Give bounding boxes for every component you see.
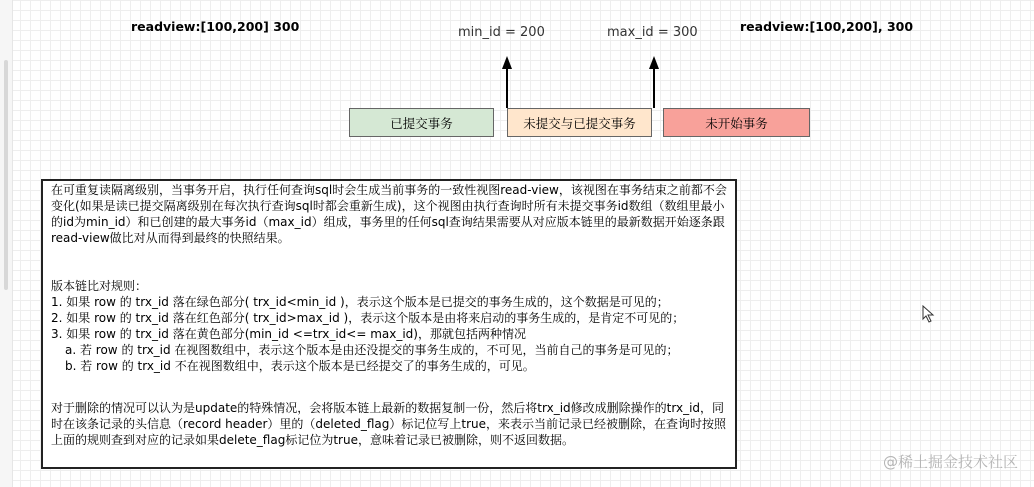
rule-2: 2. 如果 row 的 trx_id 落在红色部分( trx_id>max_id )，表示这个版本是由将来启动的事务生成的，是肯定不可见的； — [51, 311, 685, 325]
readview-label-left: readview:[100,200] 300 — [131, 19, 300, 34]
mixed-segment-label: 未提交与已提交事务 — [523, 115, 636, 131]
mixed-segment — [507, 108, 652, 137]
max-id-label: max_id = 300 — [607, 25, 698, 40]
rule-3b: b. 若 row 的 trx_id 不在视图数组中，表示这个版本是已经提交了的事务生成的，可见。 — [65, 359, 535, 373]
min-id-arrow-head — [502, 56, 512, 69]
mouse-cursor-icon — [922, 305, 936, 323]
rule-3: 3. 如果 row 的 trx_id 落在黄色部分(min_id <=trx_id<= max_id)，那就包括两种情况 — [51, 327, 526, 341]
watermark: @稀土掘金技术社区 — [882, 453, 1018, 471]
readview-label-right: readview:[100,200], 300 — [740, 19, 914, 34]
not-started-segment-label: 未开始事务 — [705, 115, 768, 131]
rules-title: 版本链比对规则： — [51, 279, 148, 293]
committed-segment-label: 已提交事务 — [390, 115, 453, 131]
description-box — [41, 179, 737, 469]
max-id-arrow-head — [649, 56, 659, 69]
intro-text: 在可重复读隔离级别，当事务开启，执行任何查询sql时会生成当前事务的一致性视图read-view，该视图在事务结束之前都不会变化(如果是读已提交隔离级别在每次执行查询sql时都会重新生成)，这个视图由执行查询时所有未提交事务id数组（数组里最小的id为min_id）和已创建的最大事务id（max_id）组成，事务里的任何sql查询结果需要从对应版本链里的最新数据开始逐条跟read-view做比对从而得到最终的快照结果。 — [51, 183, 727, 245]
rule-1: 1. 如果 row 的 trx_id 落在绿色部分( trx_id<min_id )，表示这个版本是已提交的事务生成的，这个数据是可见的； — [51, 295, 669, 309]
not-started-segment — [663, 108, 810, 137]
committed-segment — [349, 108, 494, 137]
delete-note: 对于删除的情况可以认为是update的特殊情况，会将版本链上最新的数据复制一份，然后将trx_id修改成删除操作的trx_id，同时在该条记录的头信息（record header）里的（deleted_flag）标记位写上true，来表示当前记录已经被删除，在查询时按照上面的规则查到对应的记录如果delete_flag标记位为true，意味着记录已被删除，则不返回数据。 — [51, 401, 727, 447]
rule-3a: a. 若 row 的 trx_id 在视图数组中，表示这个版本是由还没提交的事务生成的，不可见，当前自己的事务是可见的； — [65, 343, 679, 357]
min-id-label: min_id = 200 — [458, 25, 545, 40]
